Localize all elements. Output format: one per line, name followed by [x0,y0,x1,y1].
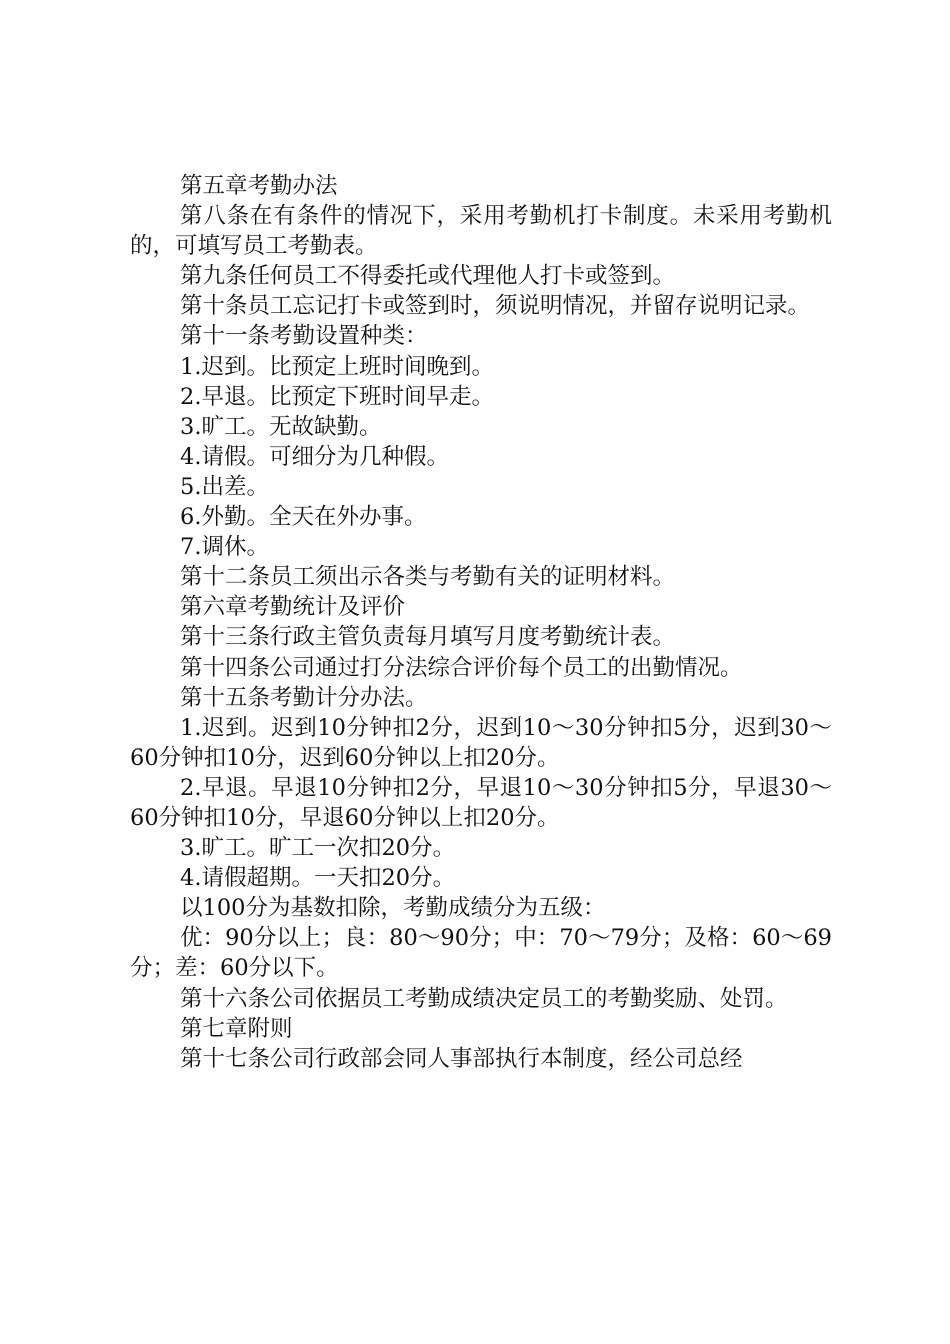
article-15: 第十五条考勤计分办法。 [180,684,428,711]
scoring-late: 1.迟到。迟到10分钟扣2分，迟到10～30分钟扣5分，迟到30～60分钟扣10分，迟到60分钟以上扣20分。 [130,714,832,771]
scoring-leave-overdue: 4.请假超期。一天扣20分。 [180,865,456,892]
scoring-early-leave: 2.早退。早退10分钟扣2分，早退10～30分钟扣5分，早退30～60分钟扣10分，早退60分钟以上扣20分。 [130,774,832,831]
article-16: 第十六条公司依据员工考勤成绩决定员工的考勤奖励、处罚。 [180,985,788,1012]
article-11: 第十一条考勤设置种类： [180,323,428,350]
chapter-7-heading: 第七章附则 [180,1015,293,1042]
list-item-early-leave: 2.早退。比预定下班时间早走。 [180,383,494,410]
chapter-5-heading: 第五章考勤办法 [180,173,338,199]
list-item-late: 1.迟到。比预定上班时间晚到。 [180,353,494,380]
article-14: 第十四条公司通过打分法综合评价每个员工的出勤情况。 [180,654,743,681]
list-item-absence: 3.旷工。无故缺勤。 [180,413,382,440]
list-item-field-work: 6.外勤。全天在外办事。 [180,504,427,531]
article-8: 第八条在有条件的情况下，采用考勤机打卡制度。未采用考勤机的，可填写员工考勤表。 [130,203,832,260]
list-item-business-trip: 5.出差。 [180,473,269,500]
list-item-compensatory-leave: 7.调休。 [180,534,269,561]
scoring-absence: 3.旷工。旷工一次扣20分。 [180,835,456,862]
article-9: 第九条任何员工不得委托或代理他人打卡或签到。 [180,263,676,290]
document-body [130,171,832,1074]
article-10: 第十条员工忘记打卡或签到时，须说明情况，并留存说明记录。 [180,293,811,320]
list-item-leave: 4.请假。可细分为几种假。 [180,443,449,470]
article-13: 第十三条行政主管负责每月填写月度考勤统计表。 [180,624,676,651]
article-17: 第十七条公司行政部会同人事部执行本制度，经公司总经 [180,1045,743,1072]
scoring-base: 以100分为基数扣除，考勤成绩分为五级： [180,895,606,922]
chapter-6-heading: 第六章考勤统计及评价 [180,594,406,621]
scoring-grades: 优：90分以上；良：80～90分；中：70～79分；及格：60～69分；差：60分以下。 [130,925,832,982]
article-12: 第十二条员工须出示各类与考勤有关的证明材料。 [180,564,676,591]
